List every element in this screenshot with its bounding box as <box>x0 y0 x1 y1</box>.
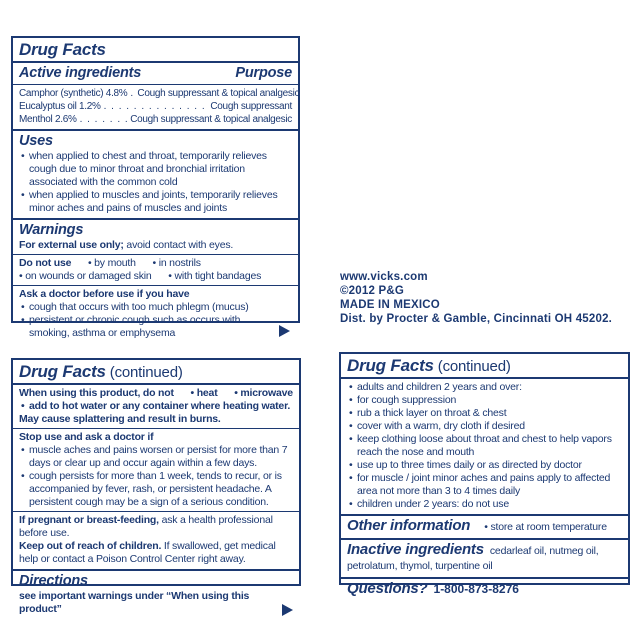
stop-use-bullet: • cough persists for more than 1 week, tends to recur, or is accompanied by fever, rash, or persistent headache. A persistent cough may be a sign of a serious condition. <box>19 470 293 509</box>
ingredient-name: Camphor (synthetic) 4.8% <box>19 88 128 99</box>
ingredient-purpose: Cough suppressant & topical analgesic <box>130 114 292 125</box>
direction-bullet: • adults and children 2 years and over: <box>347 381 622 394</box>
section-when-using <box>13 383 299 569</box>
do-not-use-item: • in nostrils <box>152 257 200 269</box>
do-not-use-item: • with tight bandages <box>168 270 261 282</box>
copyright-line: ©2012 P&G <box>340 285 404 297</box>
divider <box>13 428 299 429</box>
ingredient-name: Eucalyptus oil 1.2% <box>19 101 101 112</box>
directions-note: see important warnings under “When using this product” <box>19 590 250 615</box>
questions-phone-number: 1-800-873-8276 <box>433 582 519 596</box>
panel-drug-facts-continued-right <box>339 352 630 597</box>
ingredient-name: Menthol 2.6% <box>19 114 77 125</box>
active-ingredients-heading: Active ingredients <box>19 65 142 81</box>
inactive-ingredients-heading: Inactive ingredients <box>347 541 484 558</box>
divider <box>13 511 299 512</box>
drug-facts-continued-title: Drug Facts (continued) <box>19 362 183 381</box>
direction-bullet: • cover with a warm, dry cloth if desired <box>347 420 622 433</box>
when-using-item: • microwave <box>234 387 293 399</box>
section-directions <box>13 569 299 619</box>
external-use-line: For external use only; avoid contact with eyes. <box>19 239 234 251</box>
purpose-heading: Purpose <box>235 65 292 81</box>
children-warning-line: Keep out of reach of children. If swallowed, get medical help or contact a Poison Control Center right away. <box>19 540 276 565</box>
do-not-use-line1: Do not use • by mouth • in nostrils <box>19 257 292 270</box>
do-not-use-item: • by mouth <box>88 257 136 269</box>
ingredient-row <box>19 87 300 100</box>
ingredient-row <box>19 100 292 113</box>
dot-leader <box>80 113 128 126</box>
stop-use-heading: Stop use and ask a doctor if <box>19 431 154 443</box>
divider <box>13 254 298 255</box>
continued-arrow-icon <box>282 604 293 616</box>
direction-bullet: • rub a thick layer on throat & chest <box>347 407 622 420</box>
uses-bullet: • when applied to chest and throat, temporarily relieves cough due to minor throat and bronchial irritation associated with the common cold <box>19 150 292 189</box>
continued-arrow-icon <box>279 325 290 337</box>
ingredient-purpose: Cough suppressant & topical analgesic <box>137 88 300 99</box>
section-warnings <box>13 218 298 343</box>
other-information-heading: Other information <box>347 517 471 534</box>
do-not-use-line2 <box>19 270 292 283</box>
dot-leader <box>130 87 134 100</box>
drug-facts-title: Drug Facts <box>19 40 106 59</box>
divider <box>13 285 298 286</box>
ingredient-row <box>19 113 292 126</box>
direction-bullet: • keep clothing loose about throat and chest to help vapors reach the nose and mouth <box>347 433 622 459</box>
pregnancy-line: If pregnant or breast-feeding, ask a health professional before use. <box>19 514 273 539</box>
manufacturer-info <box>340 270 612 326</box>
warnings-heading: Warnings <box>19 222 84 238</box>
direction-bullet: • use up to three times daily or as directed by doctor <box>347 459 622 472</box>
do-not-use-item: • on wounds or damaged skin <box>19 270 152 282</box>
ingredient-purpose: Cough suppressant <box>210 101 292 112</box>
other-information-bullet: • store at room temperature <box>476 521 607 533</box>
ask-doctor-heading: Ask a doctor before use if you have <box>19 288 190 300</box>
section-active-ingredients <box>13 61 298 129</box>
directions-heading: Directions <box>19 573 88 589</box>
direction-bullet: • children under 2 years: do not use <box>347 498 622 511</box>
drug-facts-continued-title: Drug Facts (continued) <box>347 356 511 375</box>
dot-leader <box>104 100 208 113</box>
section-directions-continued <box>341 377 628 514</box>
divider <box>13 84 298 85</box>
section-inactive-ingredients <box>341 538 628 577</box>
when-using-item: • heat <box>191 387 218 399</box>
panel-drug-facts-main <box>11 36 300 339</box>
inactive-ingredients-list: cedarleaf oil, nutmeg oil, petrolatum, thymol, turpentine oil <box>347 545 599 572</box>
section-questions <box>341 577 628 601</box>
section-uses <box>13 129 298 218</box>
uses-bullet: • when applied to muscles and joints, temporarily relieves minor aches and pains of muscles and joints <box>19 189 292 215</box>
when-using-line2: • add to hot water or any container where heating water. <box>19 400 293 413</box>
ask-doctor-bullet: • persistent or chronic cough such as occurs with smoking, asthma or emphysema <box>19 314 292 340</box>
uses-heading: Uses <box>19 133 53 149</box>
direction-bullet: • for muscle / joint minor aches and pains apply to affected area not more than 3 to 4 times daily <box>347 472 622 498</box>
distributor-line: Dist. by Procter & Gamble, Cincinnati OH 45202. <box>340 313 613 325</box>
panel-drug-facts-continued-left <box>11 358 301 615</box>
website-url: www.vicks.com <box>340 271 428 283</box>
section-other-information <box>341 514 628 538</box>
ask-doctor-bullet: • cough that occurs with too much phlegm (mucus) <box>19 301 292 314</box>
when-using-line1: When using this product, do not • heat • microwave <box>19 387 293 400</box>
direction-bullet: • for cough suppression <box>347 394 622 407</box>
questions-heading: Questions? <box>347 580 428 597</box>
when-using-line3: May cause splattering and result in burns. <box>19 413 221 425</box>
stop-use-bullet: • muscle aches and pains worsen or persist for more than 7 days or clear up and occur again within a few days. <box>19 444 293 470</box>
made-in-line: MADE IN MEXICO <box>340 299 440 311</box>
